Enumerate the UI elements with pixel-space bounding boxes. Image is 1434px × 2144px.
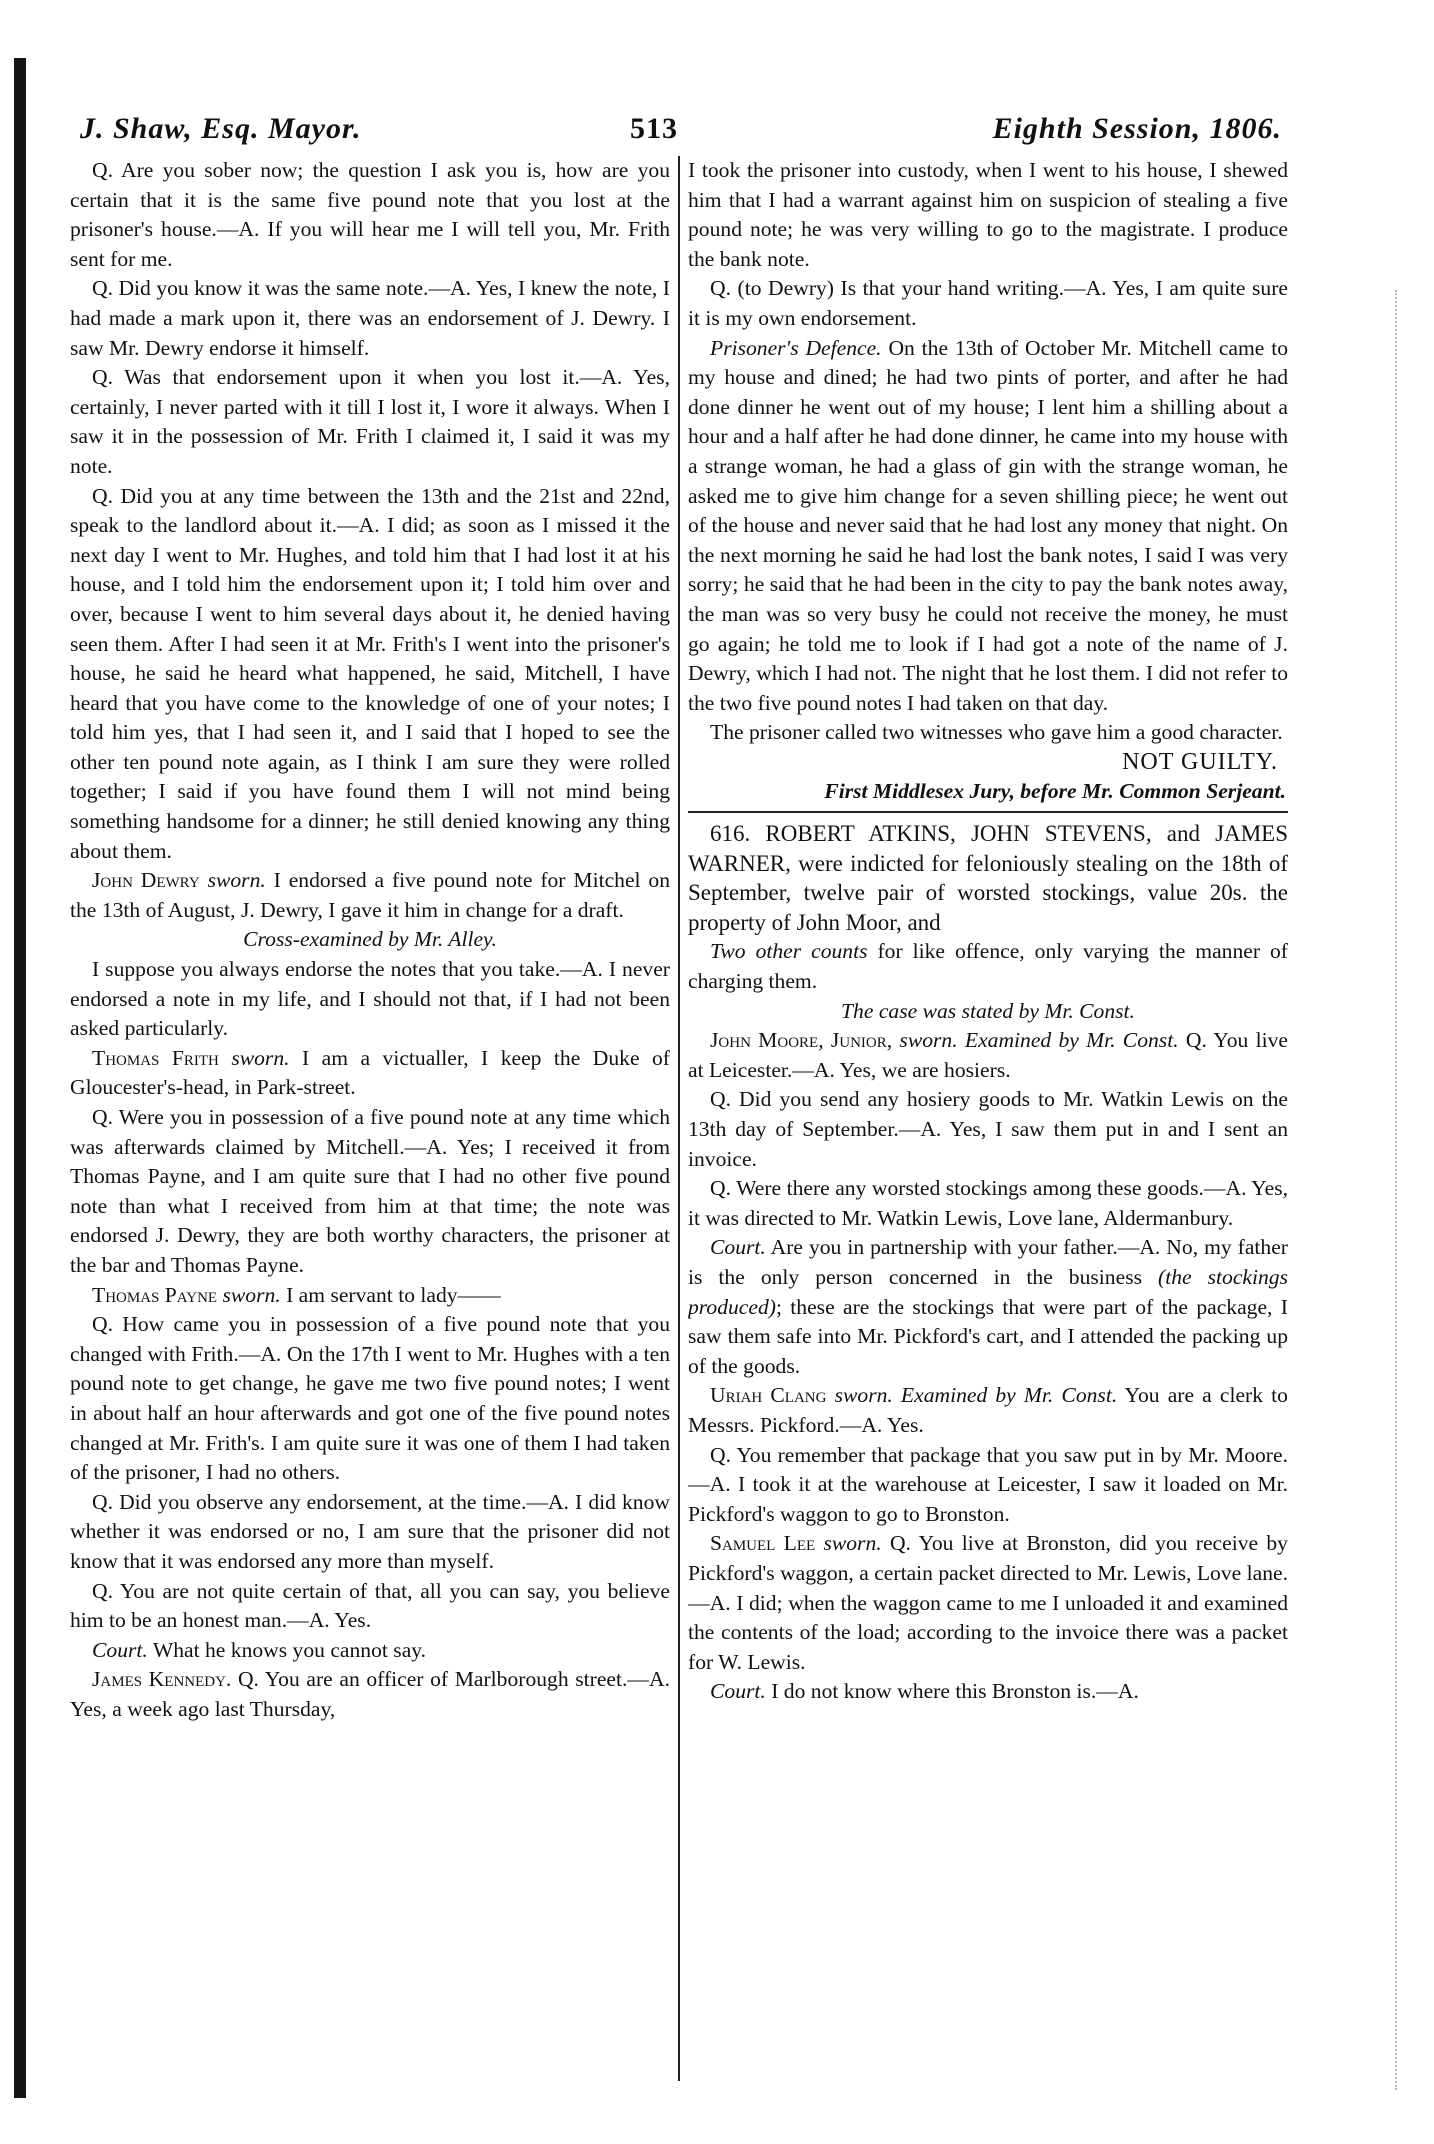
defence-label: Prisoner's Defence. xyxy=(710,335,882,360)
paragraph: I took the prisoner into custody, when I went to his house, I shewed him that I had a warrant against him on suspicion of stealing a five pound note; he was very willing to go to the magistrate. I produce the bank note. xyxy=(688,158,1288,271)
header-session: Eighth Session, 1806. xyxy=(992,112,1282,145)
testimony: I am servant to lady—— xyxy=(286,1282,501,1307)
paragraph: Q. Were you in possession of a five pound note at any time which was afterwards claimed by Mitchell.—A. Yes; I received it from Thomas Payne, and I am quite sure that I had no other five pound note than what I received from him at that time; the note was endorsed J. Dewry, they are both worthy characters, the prisoner at the bar and Thomas Payne. xyxy=(70,1105,670,1277)
testimony: Q. You live at Leicester.—A. Yes, we are hosiers. xyxy=(688,1028,1288,1082)
witness-name: James Kennedy. xyxy=(92,1667,232,1692)
case-stated-line: The case was stated by Mr. Const. xyxy=(841,998,1135,1023)
witness-name: Samuel Lee xyxy=(710,1531,816,1556)
court-paragraph xyxy=(688,1677,1288,1707)
page-number: 513 xyxy=(630,112,678,145)
testimony: Are you in partnership with your father.—A. No, my father is the only person concerned in the business xyxy=(688,1235,1288,1289)
testimony: I am a victualler, I keep the Duke of Gloucester's-head, in Park-street. xyxy=(70,1045,670,1100)
case-heading xyxy=(688,819,1288,937)
paragraph: Q. Were there any worsted stockings among these goods.—A. Yes, it was directed to Mr. Watkin Lewis, Love lane, Aldermanbury. xyxy=(688,1176,1288,1230)
sworn-label: sworn. xyxy=(231,1045,290,1070)
paragraph: Q. You remember that package that you saw put in by Mr. Moore.—A. I took it at the warehouse at Leicester, I saw it loaded on Mr. Pickford's waggon to go to Bronston. xyxy=(688,1442,1288,1526)
paragraph: Q. Did you at any time between the 13th and the 21st and 22nd, speak to the landlord about it.—A. I did; as soon as I missed it the next day I went to Mr. Hughes, and told him that I had lost it at his house, and I told him the endorsement upon it; I told him over and over, because I went to him several days about it, he denied having seen them. After I had seen it at Mr. Frith's I went into the prisoner's house, he said he heard what happened, he said, Mitchell, I have heard that you have come to the knowledge of one of your notes; I told him yes, that I had seen it, and I said that I hoped to see the other ten pound note again, as I think I am sure they were rolled together; I said if you have found them I will not mind being something handsome for a dinner; he still denied knowing any thing about them. xyxy=(70,483,670,863)
witness-name: John Moore, Junior, xyxy=(710,1028,893,1053)
witness-paragraph xyxy=(688,1529,1288,1677)
court-label: Court. xyxy=(710,1235,766,1260)
witness-paragraph xyxy=(70,1665,670,1724)
running-header xyxy=(70,110,1290,156)
sworn-label: sworn. Examined by Mr. Const. xyxy=(899,1028,1179,1053)
paragraph: Q. Was that endorsement upon it when you lost it.—A. Yes, certainly, I never parted with it till I lost it, I wore it always. When I saw it in the possession of Mr. Frith I claimed it, I said it was my note. xyxy=(70,365,670,478)
witness-name: Thomas Payne xyxy=(92,1282,218,1307)
testimony: What he knows you cannot say. xyxy=(152,1637,427,1662)
paragraph: Q. You are not quite certain of that, all you can say, you believe him to be an honest man.—A. Yes. xyxy=(70,1578,670,1633)
witness-paragraph xyxy=(70,866,670,925)
defendant-names: ROBERT ATKINS, JOHN STEVENS, and JAMES WARNER, xyxy=(688,821,1288,876)
witness-paragraph xyxy=(688,1026,1288,1085)
counts-paragraph xyxy=(688,937,1288,996)
testimony: I do not know where this Bronston is.—A. xyxy=(771,1679,1139,1704)
testimony: Q. You are an officer of Marlborough street.—A. Yes, a week ago last Thursday, xyxy=(70,1667,670,1721)
sworn-label: sworn. xyxy=(207,868,266,893)
verdict: NOT GUILTY. xyxy=(1122,748,1278,775)
document-page xyxy=(70,110,1290,2100)
witness-paragraph xyxy=(688,1381,1288,1440)
right-column xyxy=(688,156,1288,2081)
counts-label: Two other counts xyxy=(710,939,868,964)
paragraph: The prisoner called two witnesses who gave him a good character. xyxy=(710,720,1283,745)
paragraph: Q. Are you sober now; the question I ask you is, how are you certain that it is the same five pound note that you lost at the prisoner's house.—A. If you will hear me I will tell you, Mr. Frith sent for me. xyxy=(70,158,670,271)
indictment-text: were indicted for feloniously stealing on the 18th of September, twelve pair of worsted stockings, value 20s. the property of John Moor, and xyxy=(688,850,1288,935)
witness-name: John Dewry xyxy=(92,868,200,893)
paragraph: Q. Did you observe any endorsement, at the time.—A. I did know whether it was endorsed or no, I am sure that the prisoner did not know that it was endorsed any more than myself. xyxy=(70,1489,670,1573)
testimony: ; these are the stockings that were part of the package, I saw them safe into Mr. Pickford's cart, and I attended the packing up of the goods. xyxy=(688,1294,1288,1378)
witness-name: Uriah Clang xyxy=(710,1383,827,1408)
defence-paragraph xyxy=(688,334,1288,719)
counts-text: for like offence, only varying the manner of charging them. xyxy=(688,939,1288,994)
header-mayor: J. Shaw, Esq. Mayor. xyxy=(80,112,362,145)
jury-line: First Middlesex Jury, before Mr. Common Serjeant. xyxy=(824,779,1286,804)
court-paragraph xyxy=(70,1636,670,1666)
testimony: You are a clerk to Messrs. Pickford.—A. Yes. xyxy=(688,1383,1288,1437)
court-label: Court. xyxy=(710,1679,766,1704)
testimony: I endorsed a five pound note for Mitchel on the 13th of August, J. Dewry, I gave it him in change for a draft. xyxy=(70,868,670,922)
case-number: 616. xyxy=(710,821,751,847)
sworn-label: sworn. Examined by Mr. Const. xyxy=(834,1383,1118,1408)
cross-examination-heading: Cross-examined by Mr. Alley. xyxy=(243,927,497,952)
sworn-label: sworn. xyxy=(823,1531,882,1556)
defence-text: On the 13th of October Mr. Mitchell came to my house and dined; he had two pints of porter, and after he had done dinner he went out of my house; I lent him a shilling about a hour and a half after he had done dinner, he came into my house with a strange woman, he had a glass of gin with the strange woman, he asked me to give him change for a seven shilling piece; he went out of the house and never said that he had lost any money that night. On the next morning he said he had lost the bank notes, I said I was very sorry; he said that he had been in the city to pay the bank notes away, the man was so very busy he could not receive the money, he must go again; he told me to look if I had got a note of the name of J. Dewry, which I had not. The night that he lost them. I did not refer to the two five pound notes I had taken on that day. xyxy=(688,335,1288,715)
court-paragraph xyxy=(688,1233,1288,1381)
paragraph: Q. Did you know it was the same note.—A. Yes, I knew the note, I had made a mark upon it, there was an endorsement of J. Dewry. I saw Mr. Dewry endorse it himself. xyxy=(70,276,670,360)
left-column xyxy=(70,156,670,2081)
exhibit-note: (the stockings produced) xyxy=(688,1264,1288,1319)
paragraph: Q. How came you in possession of a five pound note that you changed with Frith.—A. On the 17th I went to Mr. Hughes with a ten pound note to get change, he gave me two five pound notes; I went in about half an hour afterwards and got one of the five pound notes changed at Mr. Frith's. I am quite sure it was one of them I had taken of the prisoner, I had no others. xyxy=(70,1312,670,1485)
text-columns xyxy=(70,156,1290,2086)
section-rule xyxy=(688,811,1288,813)
paragraph: Q. (to Dewry) Is that your hand writing.—A. Yes, I am quite sure it is my own endorsement. xyxy=(688,276,1288,330)
court-label: Court. xyxy=(92,1637,148,1662)
sworn-label: sworn. xyxy=(222,1282,281,1307)
column-divider xyxy=(678,156,680,2081)
witness-paragraph xyxy=(70,1044,670,1103)
testimony: Q. You live at Bronston, did you receive by Pickford's waggon, a certain packet directed to Mr. Lewis, Love lane.—A. I did; when the waggon came to me I unloaded it and examined the contents of the load; according to the invoice there was a packet for W. Lewis. xyxy=(688,1531,1288,1674)
witness-name: Thomas Frith xyxy=(92,1045,219,1070)
scan-edge-shadow xyxy=(14,58,26,2098)
witness-paragraph xyxy=(70,1281,670,1311)
scan-margin-marks xyxy=(1395,290,1400,2090)
paragraph: I suppose you always endorse the notes that you take.—A. I never endorsed a note in my life, and I should not that, if I had not been asked particularly. xyxy=(70,957,670,1041)
paragraph: Q. Did you send any hosiery goods to Mr. Watkin Lewis on the 13th day of September.—A. Yes, I saw them put in and I sent an invoice. xyxy=(688,1087,1288,1171)
